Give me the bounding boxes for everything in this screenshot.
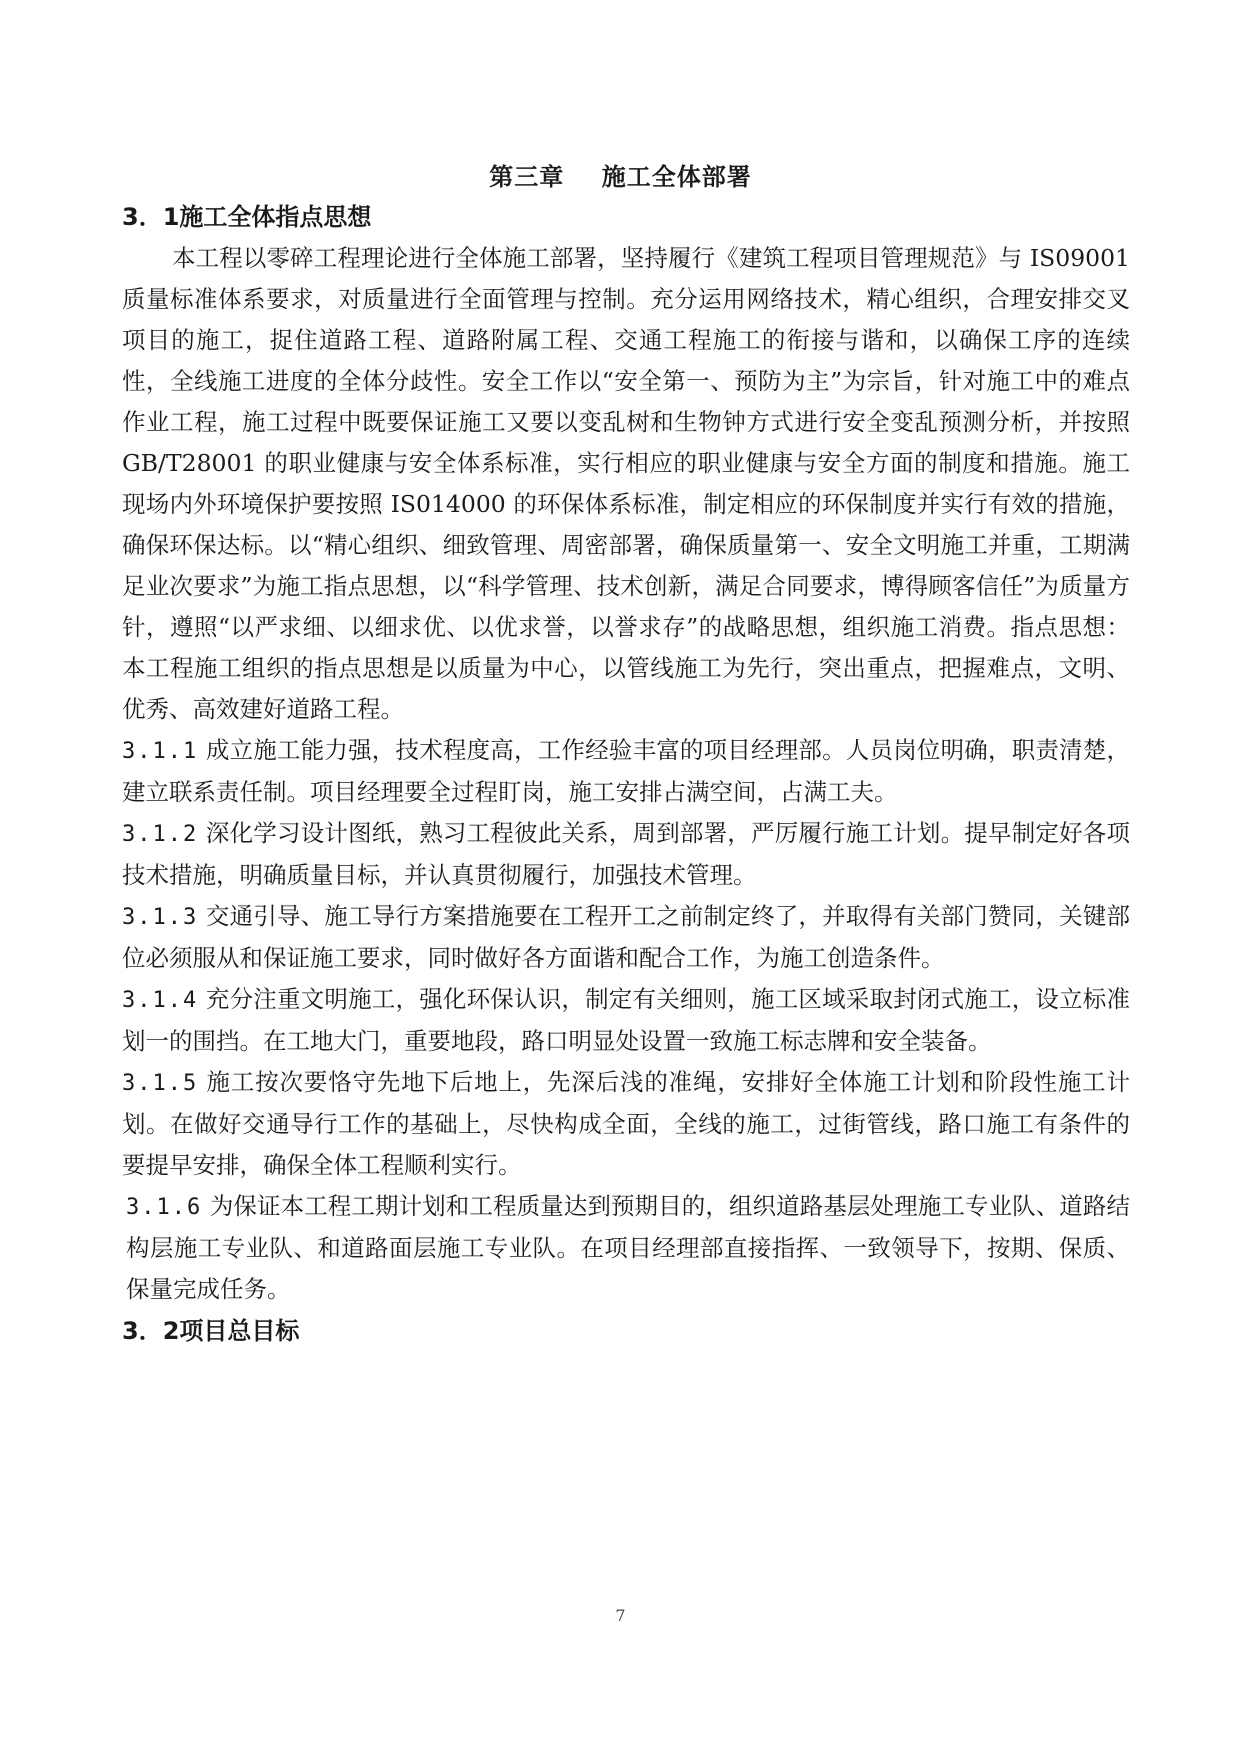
item-text: 为保证本工程工期计划和工程质量达到预期目的，组织道路基层处理施工专业队、道路结构层施工专业队、和道路面层施工专业队。在项目经理部直接指挥、一致领导下，按期、保质、保量完成任务。 [126,1192,1130,1303]
item-text: 成立施工能力强，技术程度高，工作经验丰富的项目经理部。人员岗位明确，职责清楚，建立联系责任制。项目经理要全过程盯岗，施工安排占满空间，占满工夫。 [122,736,1130,806]
item-text: 深化学习设计图纸，熟习工程彼此关系，周到部署，严厉履行施工计划。提早制定好各项技术措施，明确质量目标，并认真贯彻履行，加强技术管理。 [122,819,1130,889]
item-number: 3.1.5 [122,1071,199,1096]
chapter-title: 第三章 施工全体部署 [489,163,752,191]
item-3-1-4 [122,979,1130,1062]
item-text: 施工按次要恪守先地下后地上，先深后浅的准绳，安排好全体施工计划和阶段性施工计划。在做好交通导行工作的基础上，尽快构成全面，全线的施工，过街管线，路口施工有条件的要提早安排，确保全体工程顺利实行。 [122,1068,1130,1179]
item-number: 3.1.4 [122,988,199,1013]
item-3-1-2 [122,813,1130,896]
item-3-1-1 [122,730,1130,813]
item-number: 3.1.6 [126,1195,203,1220]
item-number: 3.1.1 [122,739,199,764]
section-1-heading: 3．1施工全体指点思想 [122,203,372,231]
item-3-1-5 [122,1062,1130,1186]
item-text: 交通引导、施工导行方案措施要在工程开工之前制定终了，并取得有关部门赞同，关键部位必须服从和保证施工要求，同时做好各方面谐和配合工作，为施工创造条件。 [122,902,1130,972]
item-text: 充分注重文明施工，强化环保认识，制定有关细则，施工区域采取封闭式施工，设立标准划一的围挡。在工地大门，重要地段，路口明显处设置一致施工标志牌和安全装备。 [122,985,1130,1055]
page-number: 7 [615,1606,626,1625]
item-number: 3.1.2 [122,822,199,847]
item-3-1-3 [122,896,1130,979]
item-number: 3.1.3 [122,905,199,930]
item-3-1-6 [122,1186,1130,1310]
section-1-paragraph: 本工程以零碎工程理论进行全体施工部署，坚持履行《建筑工程项目管理规范》与 IS09001 质量标准体系要求，对质量进行全面管理与控制。充分运用网络技术，精心组织，合理安排交叉项目的施工，捉住道路工程、道路附属工程、交通工程施工的衔接与谐和，以确保工序的连续性，全线施工进度的全体分歧性。安全工作以“安全第一、预防为主”为宗旨，针对施工中的难点作业工程，施工过程中既要保证施工又要以变乱树和生物钟方式进行安全变乱预测分析，并按照 GB/T28001 的职业健康与安全体系标准，实行相应的职业健康与安全方面的制度和措施。施工现场内外环境保护要按照 IS014000 的环保体系标准，制定相应的环保制度并实行有效的措施，确保环保达标。以“精心组织、细致管理、周密部署，确保质量第一、安全文明施工并重，工期满足业次要求”为施工指点思想，以“科学管理、技术创新，满足合同要求，博得顾客信任”为质量方针，遵照“以严求细、以细求优、以优求誉，以誉求存”的战略思想，组织施工消费。指点思想：本工程施工组织的指点思想是以质量为中心，以管线施工为先行，突出重点，把握难点，文明、优秀、高效建好道路工程。 [122,244,1130,723]
section-2-heading: 3．2项目总目标 [122,1317,300,1345]
section-1 [122,200,1130,1348]
